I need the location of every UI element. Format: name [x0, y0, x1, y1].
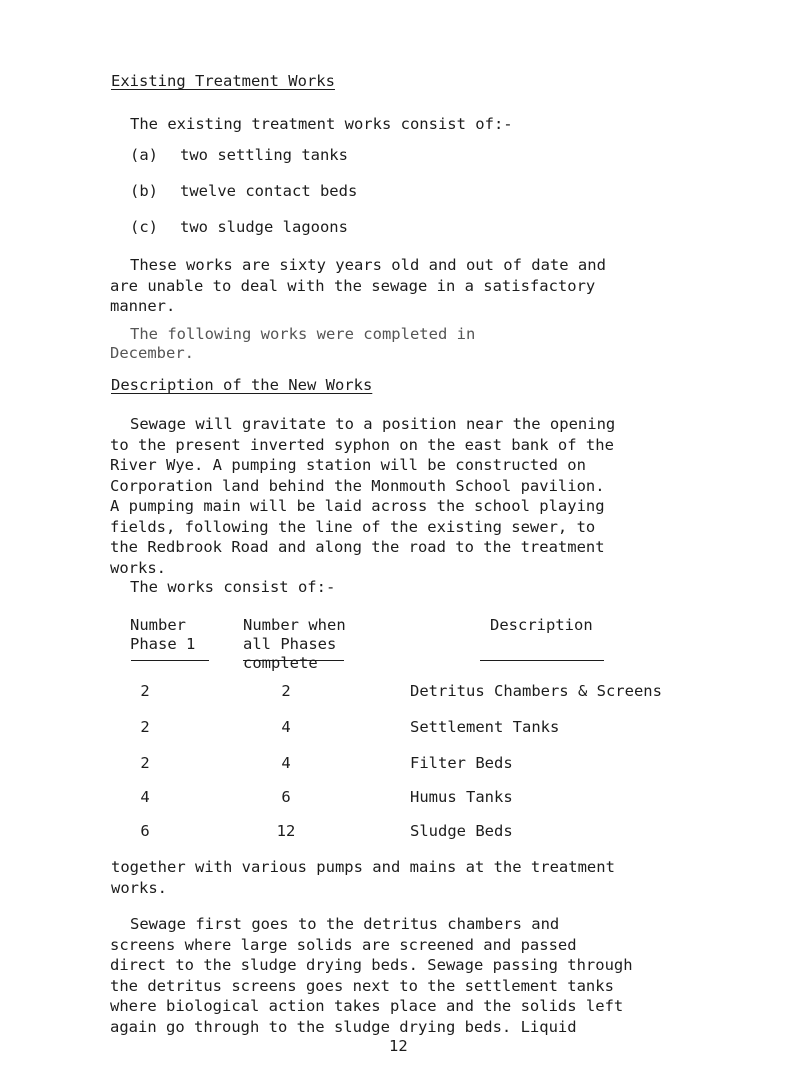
list-item-b	[130, 182, 358, 200]
table-header-description: Description	[490, 616, 593, 634]
paragraph-existing-works	[110, 255, 670, 317]
cell-phase1: 6	[140, 822, 150, 840]
heading-existing-works: Existing Treatment Works	[111, 72, 335, 90]
paragraph-line: Sewage will gravitate to a position near the opening	[130, 415, 616, 433]
cell-description: Detritus Chambers & Screens	[410, 682, 662, 700]
consist-text: The works consist of:-	[130, 578, 336, 596]
cell-all-phases: 6	[281, 788, 291, 806]
header-line: complete	[243, 654, 318, 672]
header-line: Number	[130, 616, 186, 634]
cell-description: Settlement Tanks	[410, 718, 560, 736]
list-item-a	[130, 146, 348, 164]
heading-new-works: Description of the New Works	[111, 376, 373, 394]
cell-phase1: 2	[140, 754, 150, 772]
paragraph-line: works.	[111, 878, 167, 897]
cell-phase1: 2	[140, 718, 150, 736]
paragraph-line: Sewage first goes to the detritus chambers and	[130, 915, 560, 933]
paragraph-line: where biological action takes place and the solids left	[110, 997, 624, 1015]
paragraph-line: These works are sixty years old and out of date and	[130, 256, 606, 274]
paragraph-completed	[110, 325, 670, 363]
list-text: twelve contact beds	[180, 182, 358, 200]
paragraph-line: December.	[110, 344, 194, 362]
paragraph-line: the Redbrook Road and along the road to the treatment	[110, 538, 605, 556]
paragraph-together	[111, 857, 671, 898]
paragraph-line: direct to the sludge drying beds. Sewage passing through	[110, 956, 633, 974]
cell-all-phases: 12	[276, 822, 296, 840]
paragraph-line: again go through to the sludge drying beds. Liquid	[110, 1017, 577, 1036]
page-number: 12	[389, 1037, 408, 1055]
list-label: (a)	[130, 146, 158, 164]
header-rule-all-phases	[243, 660, 344, 661]
cell-all-phases: 2	[281, 682, 291, 700]
header-line: Number when	[243, 616, 346, 634]
list-label: (c)	[130, 218, 158, 236]
list-label: (b)	[130, 182, 158, 200]
header-line: all Phases	[243, 635, 337, 653]
paragraph-line: The following works were completed in	[130, 325, 476, 343]
paragraph-new-works	[110, 414, 670, 578]
paragraph-line: together with various pumps and mains at the treatment	[111, 858, 615, 876]
table-header-phase1	[130, 616, 195, 654]
cell-description: Sludge Beds	[410, 822, 513, 840]
paragraph-line: screens where large solids are screened and passed	[110, 935, 577, 954]
cell-description: Filter Beds	[410, 754, 513, 772]
table-header-all-phases	[243, 616, 346, 673]
list-text: two sludge lagoons	[180, 218, 348, 236]
header-line: Phase 1	[130, 635, 196, 653]
list-text: two settling tanks	[180, 146, 348, 164]
paragraph-line: River Wye. A pumping station will be constructed on	[110, 456, 586, 474]
cell-phase1: 2	[140, 682, 150, 700]
paragraph-line: the detritus screens goes next to the settlement tanks	[110, 976, 614, 995]
paragraph-line: are unable to deal with the sewage in a satisfactory	[110, 276, 596, 295]
paragraph-line: A pumping main will be laid across the school playing	[110, 497, 605, 515]
cell-all-phases: 4	[281, 718, 291, 736]
header-rule-description	[480, 660, 604, 661]
intro-text: The existing treatment works consist of:-	[130, 115, 513, 133]
paragraph-line: manner.	[110, 297, 176, 315]
cell-phase1: 4	[140, 788, 150, 806]
paragraph-line: Corporation land behind the Monmouth School pavilion.	[110, 476, 605, 495]
header-rule-phase1	[131, 660, 209, 661]
cell-all-phases: 4	[281, 754, 291, 772]
paragraph-line: fields, following the line of the existing sewer, to	[110, 517, 596, 536]
paragraph-line: works.	[110, 558, 166, 577]
list-item-c	[130, 218, 348, 236]
cell-description: Humus Tanks	[410, 788, 513, 806]
paragraph-line: to the present inverted syphon on the east bank of the	[110, 435, 614, 454]
paragraph-process	[110, 914, 670, 1037]
